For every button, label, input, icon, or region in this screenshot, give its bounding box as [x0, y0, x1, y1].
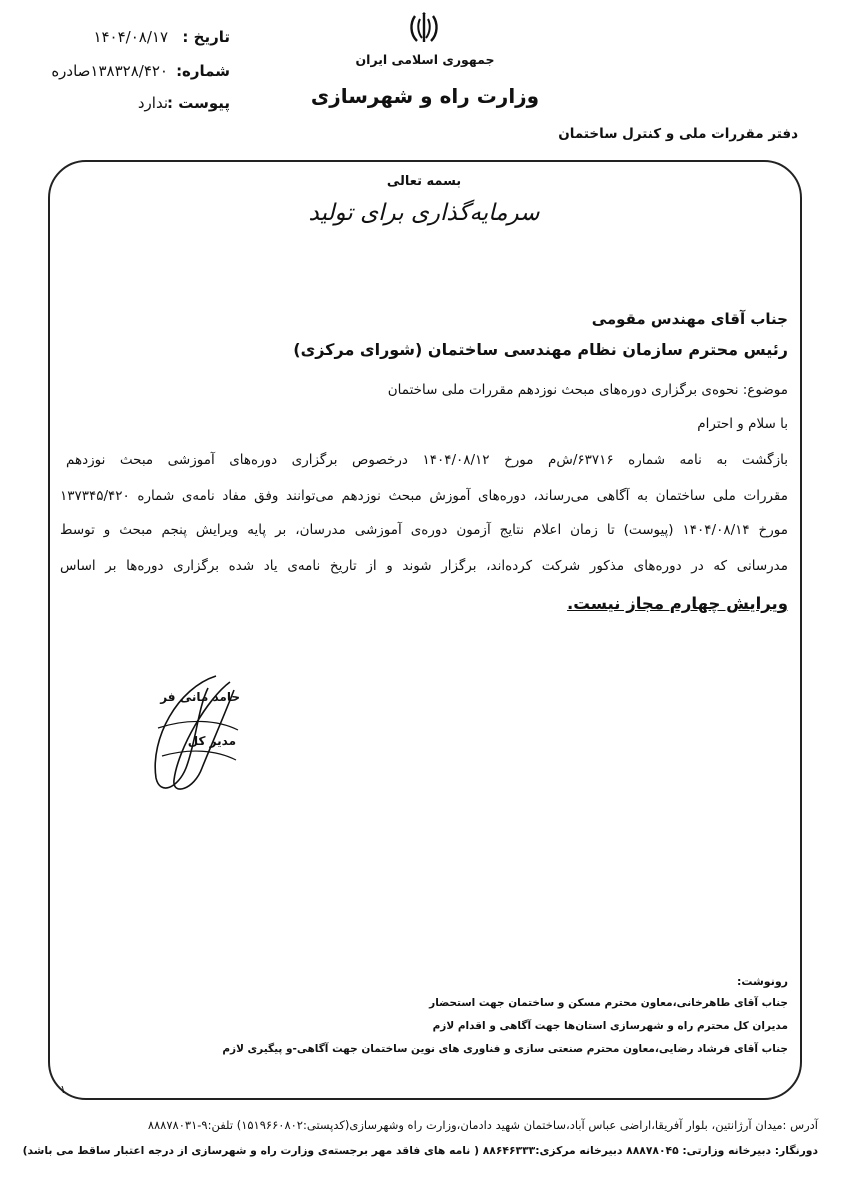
attachment-row — [20, 94, 230, 118]
footer-address: آدرس :میدان آرژانتین، بلوار آفریقا،اراضی عباس آباد،ساختمان شهید دادمان،وزارت راه وشهرسازی(کدپستی:۱۵۱۹۶۶۰۸۰۲) تلفن:۹-۸۸۸۷۸۰۳۱ — [147, 1118, 818, 1132]
attachment-value: ندارد — [137, 94, 168, 112]
country-name: جمهوری اسلامی ایران — [355, 52, 495, 67]
cc-line: جناب آقای طاهرخانی،معاون محترم مسکن و ساختمان جهت استحضار — [429, 997, 788, 1009]
letter-frame — [48, 160, 802, 1100]
date-row — [20, 28, 230, 52]
iran-emblem-icon — [409, 12, 439, 48]
signer-title: مدیر کل — [187, 734, 236, 748]
signer-name: حامد مانی فر — [160, 690, 240, 704]
footer-fax: دورنگار: دبیرخانه وزارتی: ۸۸۸۷۸۰۴۵ دبیرخانه مرکزی:۸۸۶۴۶۳۳۳ ( نامه های فاقد مهر برجسته‌ی وزارت راه و شهرسازی از درجه اعتبار ساقط می باشد) — [22, 1144, 818, 1157]
number-value: ۱۳۸۳۲۸/۴۲۰صادره — [51, 62, 168, 80]
greeting: با سلام و احترام — [697, 416, 788, 432]
body-line: بازگشت به نامه شماره ۶۳۷۱۶/ش‌م مورخ ۱۴۰۴/۰۸/۱۲ درخصوص برگزاری دوره‌های آموزشی مبحث نوزدهم — [66, 452, 788, 468]
body-line: مورخ ۱۴۰۴/۰۸/۱۴ (پیوست) تا زمان اعلام نتایج آزمون دوره‌ی آموزشی مدرسان، بر پایه ویرایش پنجم مبحث و توسط — [60, 522, 788, 538]
date-label: تاریخ : — [182, 28, 230, 46]
date-value: ۱۴۰۴/۰۸/۱۷ — [93, 28, 168, 46]
number-row — [20, 62, 230, 86]
signature-scribble-icon — [138, 668, 248, 798]
attachment-label: پیوست : — [166, 94, 230, 112]
signature — [138, 668, 248, 798]
recipient-name: جناب آقای مهندس مقومی — [591, 310, 788, 328]
body-line: مدرسانی که در دوره‌های مذکور شرکت کرده‌اند، برگزار شوند و از تاریخ نامه‌ی یاد شده برگزاری دوره‌ها بر اساس — [60, 558, 788, 574]
bismillah: بسمه تعالی — [386, 174, 462, 189]
cc-title: رونوشت: — [736, 975, 788, 988]
page-number: ۱ — [60, 1083, 66, 1096]
body-emphasis: ویرایش چهارم مجاز نیست. — [567, 594, 788, 613]
subject-line: موضوع: نحوه‌ی برگزاری دوره‌های مبحث نوزدهم مقررات ملی ساختمان — [387, 382, 788, 398]
number-label: شماره: — [176, 62, 230, 80]
office-name: دفتر مقررات ملی و کنترل ساختمان — [558, 126, 798, 142]
year-slogan: سرمایه‌گذاری برای تولید — [308, 200, 540, 226]
recipient-title: رئیس محترم سازمان نظام مهندسی ساختمان (شورای مرکزی) — [293, 340, 788, 359]
ministry-name: وزارت راه و شهرسازی — [310, 84, 540, 108]
body-line: مقررات ملی ساختمان به آگاهی می‌رساند، دوره‌های آموزش مبحث نوزدهم می‌توانند وفق مفاد نامه‌ی شماره ۱۳۷۳۴۵/۴۲۰ — [60, 488, 788, 504]
cc-line: مدیران کل محترم راه و شهرسازی استان‌ها جهت آگاهی و اقدام لازم — [432, 1020, 788, 1032]
cc-line: جناب آقای فرشاد رضایی،معاون محترم صنعتی سازی و فناوری های نوین ساختمان جهت آگاهی-و پیگیری لازم — [222, 1043, 788, 1055]
